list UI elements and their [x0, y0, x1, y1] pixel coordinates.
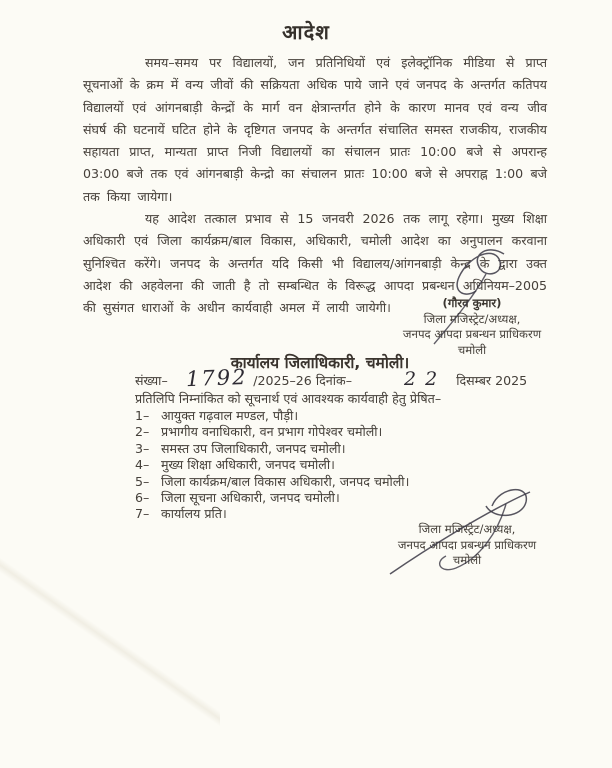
recipient-number: 6–	[135, 490, 150, 506]
signatory-designation: जिला मजिस्ट्रेट/अध्यक्ष,	[423, 311, 521, 326]
copy-distribution-line: प्रतिलिपि निम्नांकित को सूचनार्थ एवं आवश्यक कार्यवाही हेतु प्रेषित–	[135, 391, 442, 406]
recipient-text: मुख्य शिक्षा अधिकारी, जनपद चमोली।	[161, 457, 335, 473]
recipient-number: 5–	[135, 473, 150, 489]
recipient-row	[135, 474, 409, 490]
recipient-number: 1–	[135, 408, 150, 423]
recipient-row	[135, 424, 409, 440]
recipient-text: जिला सूचना अधिकारी, जनपद चमोली।	[161, 490, 340, 506]
recipient-row	[135, 490, 409, 506]
ref-number-label: संख्या–	[135, 373, 168, 388]
ref-number-year: /2025–26	[253, 373, 312, 388]
signatory-authority: जनपद आपदा प्रबन्धन प्राधिकरण	[402, 327, 542, 342]
recipient-number: 7–	[135, 506, 150, 522]
recipient-text: प्रभागीय वनाधिकारी, वन प्रभाग गोपेश्वर चमोली।	[161, 424, 383, 440]
order-body	[83, 52, 547, 320]
recipient-row	[135, 408, 409, 424]
recipient-row	[135, 457, 409, 473]
recipient-text: आयुक्त गढ़वाल मण्डल, पौड़ी।	[161, 408, 299, 423]
order-paragraph-1: समय–समय पर विद्यालयों, जन प्रतिनिधियों एवं इलेक्ट्रॉनिक मीडिया से प्राप्त सूचनाओं के क्रम में वन्य जीवों की सक्रियता अधिक पाये जाने एवं जनपद के अन्तर्गत कतिपय विद्यालयों एवं आंगनबाड़ी केन्द्रों के मार्ग वन क्षेत्रान्तर्गत होने के कारण मानव एवं वन्य जीव संघर्ष की घटनायें घटित होने के दृष्टिगत जनपद के अन्तर्गत संचालित समस्त राजकीय, राजकीय सहायता प्राप्त, मान्यता प्राप्त निजी विद्यालयों का संचालन प्रातः 10:00 बजे से अपरान्ह 03:00 बजे तक एवं आंगनबाड़ी केन्द्रो का संचालन प्रातः 10:00 बजे से अपराह्न 1:00 बजे तक किया जायेगा।	[83, 55, 547, 204]
recipient-text: जिला कार्यक्रम/बाल विकास अधिकारी, जनपद चमोली।	[161, 473, 410, 489]
date-label: दिनांक–	[315, 373, 352, 388]
signatory-designation: जिला मजिस्ट्रेट/अध्यक्ष,	[418, 522, 516, 536]
order-title: आदेश	[282, 20, 330, 44]
signatory-name: (गौरव कुमार)	[442, 296, 502, 310]
signature-block-bottom	[372, 522, 562, 569]
signature-block-top	[382, 296, 562, 358]
signatory-place: चमोली	[457, 342, 487, 357]
reference-number-line	[135, 366, 555, 390]
ref-number-handwritten: 1792	[185, 364, 248, 392]
recipient-row	[135, 506, 409, 522]
recipient-number: 4–	[135, 457, 150, 473]
office-heading: कार्यालय जिलाधिकारी, चमोली।	[230, 354, 410, 372]
recipient-row	[135, 441, 409, 457]
recipient-number: 3–	[135, 440, 150, 456]
date-day-handwritten: 22	[404, 368, 447, 390]
order-paragraph-2: यह आदेश तत्काल प्रभाव से 15 जनवरी 2026 तक लागू रहेगा। मुख्य शिक्षा अधिकारी एवं जिला कार्यक्रम/बाल विकास, अधिकारी, चमोली आदेश का अनुपालन करवाना सुनिश्चित करेंगे। जनपद के अन्तर्गत यदि किसी भी विद्यालय/आंगनबाड़ी केन्द्र के द्वारा उक्त आदेश की अहवेलना की जाती है तो सम्बन्धित के विरूद्ध आपदा प्रबन्धन अधिनियम–2005 की सुसंगत धाराओं के अधीन कार्यवाही अमल में लायी जायेगी।	[83, 211, 547, 316]
recipient-text: समस्त उप जिलाधिकारी, जनपद चमोली।	[161, 440, 346, 456]
signatory-authority: जनपद आपदा प्रबन्धन प्राधिकरण	[397, 537, 537, 552]
signatory-place: चमोली	[452, 553, 482, 568]
date-month-year: दिसम्बर 2025	[456, 373, 528, 388]
recipients-list	[135, 408, 409, 523]
recipient-text: कार्यालय प्रति।	[161, 506, 227, 522]
recipient-number: 2–	[135, 424, 150, 440]
